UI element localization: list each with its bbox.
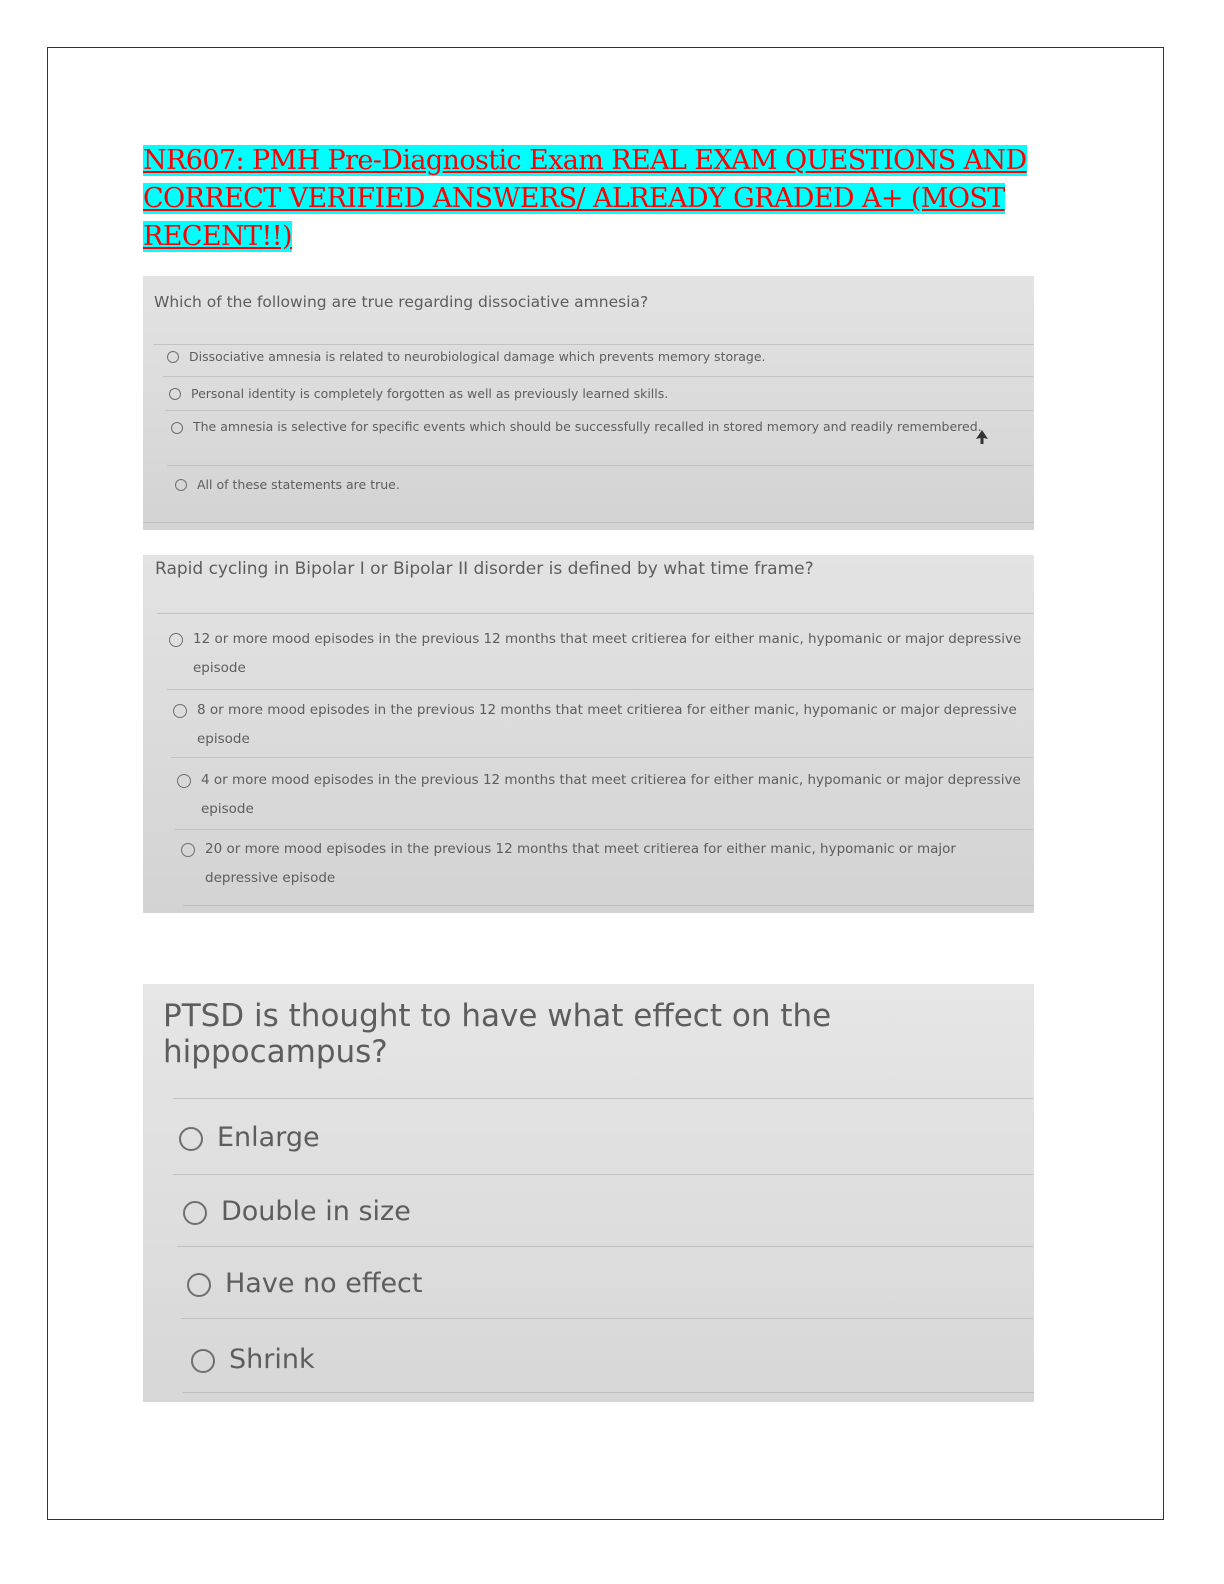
divider — [177, 1246, 1033, 1247]
option-label: 12 or more mood episodes in the previous 12 months that meet critierea for either manic, hypomanic or major depressive episode — [193, 631, 1022, 676]
question-1-text: Which of the following are true regarding dissociative amnesia? — [154, 293, 649, 311]
question-3-screenshot — [143, 984, 1034, 1402]
question-1-option-4[interactable] — [175, 472, 1025, 498]
divider — [163, 376, 1033, 377]
radio-unselected-icon[interactable] — [179, 1127, 203, 1151]
question-2-screenshot — [143, 555, 1034, 913]
divider — [157, 613, 1033, 614]
radio-unselected-icon[interactable] — [181, 843, 195, 857]
question-2-text: Rapid cycling in Bipolar I or Bipolar II disorder is defined by what time frame? — [155, 559, 814, 579]
divider — [171, 757, 1033, 758]
question-2-option-3[interactable] — [177, 766, 1022, 824]
option-label: 20 or more mood episodes in the previous 12 months that meet critierea for either manic, hypomanic or major depressive episode — [205, 841, 956, 886]
document-title — [143, 142, 1043, 256]
question-3-option-1[interactable] — [179, 1120, 320, 1156]
document-title-text: NR607: PMH Pre-Diagnostic Exam REAL EXAM QUESTIONS AND CORRECT VERIFIED ANSWERS/ ALREADY GRADED A+ (MOST RECENT!!) — [143, 145, 1027, 252]
radio-unselected-icon[interactable] — [169, 388, 181, 400]
divider — [175, 829, 1033, 830]
radio-unselected-icon[interactable] — [175, 479, 187, 491]
question-1-option-3[interactable] — [171, 415, 1031, 439]
divider — [173, 1174, 1033, 1175]
question-3-option-3[interactable] — [187, 1266, 423, 1302]
question-2-option-1[interactable] — [169, 625, 1029, 683]
option-label: 8 or more mood episodes in the previous 12 months that meet critierea for either manic, hypomanic or major depressive episode — [197, 702, 1017, 747]
question-3-option-2[interactable] — [183, 1194, 411, 1230]
radio-unselected-icon[interactable] — [183, 1201, 207, 1225]
divider — [183, 905, 1034, 906]
divider — [143, 522, 1034, 523]
divider — [165, 410, 1033, 411]
option-label: Have no effect — [225, 1268, 423, 1299]
question-1-screenshot — [143, 276, 1034, 530]
question-1-option-1[interactable] — [167, 344, 1017, 370]
option-label: Dissociative amnesia is related to neurobiological damage which prevents memory storage. — [189, 349, 766, 364]
divider — [173, 1098, 1033, 1099]
question-2-option-2[interactable] — [173, 696, 1023, 754]
option-label: 4 or more mood episodes in the previous 12 months that meet critierea for either manic, hypomanic or major depressive episode — [201, 772, 1021, 817]
question-2-option-4[interactable] — [181, 835, 1021, 893]
radio-unselected-icon[interactable] — [173, 704, 187, 718]
radio-unselected-icon[interactable] — [167, 351, 179, 363]
option-label: The amnesia is selective for specific events which should be successfully recalled in stored memory and readily remembered. — [193, 419, 982, 434]
question-1-option-2[interactable] — [169, 381, 1019, 407]
divider — [183, 1392, 1034, 1393]
divider — [167, 465, 1033, 466]
question-3-option-4[interactable] — [191, 1342, 315, 1378]
radio-unselected-icon[interactable] — [187, 1273, 211, 1297]
divider — [167, 689, 1033, 690]
option-label: Enlarge — [217, 1122, 320, 1153]
radio-unselected-icon[interactable] — [177, 774, 191, 788]
radio-unselected-icon[interactable] — [191, 1349, 215, 1373]
option-label: All of these statements are true. — [197, 477, 400, 492]
option-label: Personal identity is completely forgotten as well as previously learned skills. — [191, 386, 669, 401]
option-label: Shrink — [229, 1344, 315, 1375]
question-3-text: PTSD is thought to have what effect on the hippocampus? — [163, 998, 832, 1070]
divider — [181, 1318, 1033, 1319]
mouse-pointer-icon — [976, 430, 988, 444]
radio-unselected-icon[interactable] — [169, 633, 183, 647]
radio-unselected-icon[interactable] — [171, 422, 183, 434]
option-label: Double in size — [221, 1196, 411, 1227]
